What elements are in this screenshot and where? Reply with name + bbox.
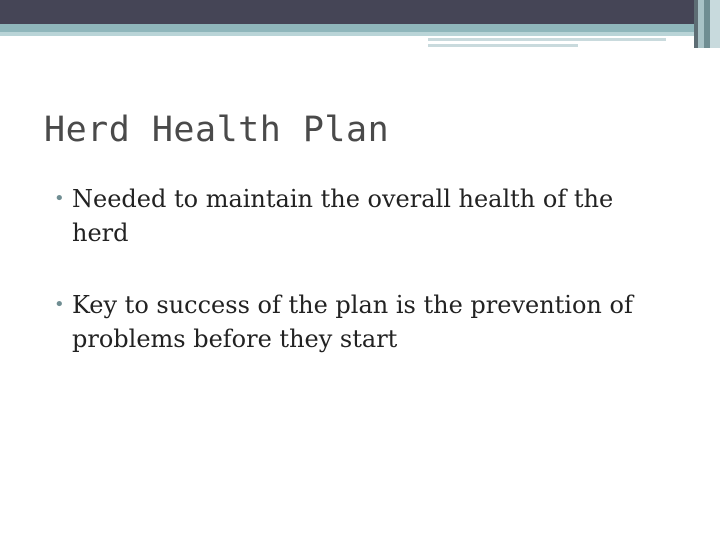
bullet-text: Key to success of the plan is the prevention of problems before they start bbox=[72, 291, 633, 353]
bullet-icon: • bbox=[54, 188, 65, 209]
bullet-item bbox=[52, 288, 672, 356]
teal-stripe-light bbox=[0, 32, 720, 36]
bullet-list bbox=[52, 182, 672, 394]
bullet-text: Needed to maintain the overall health of the herd bbox=[72, 185, 614, 247]
accent-line bbox=[428, 38, 666, 41]
slide-title: Herd Health Plan bbox=[44, 110, 390, 150]
header-band bbox=[0, 0, 720, 24]
bullet-item bbox=[52, 182, 672, 250]
accent-line bbox=[428, 44, 578, 47]
bullet-icon: • bbox=[54, 294, 65, 315]
corner-decoration bbox=[694, 0, 720, 48]
